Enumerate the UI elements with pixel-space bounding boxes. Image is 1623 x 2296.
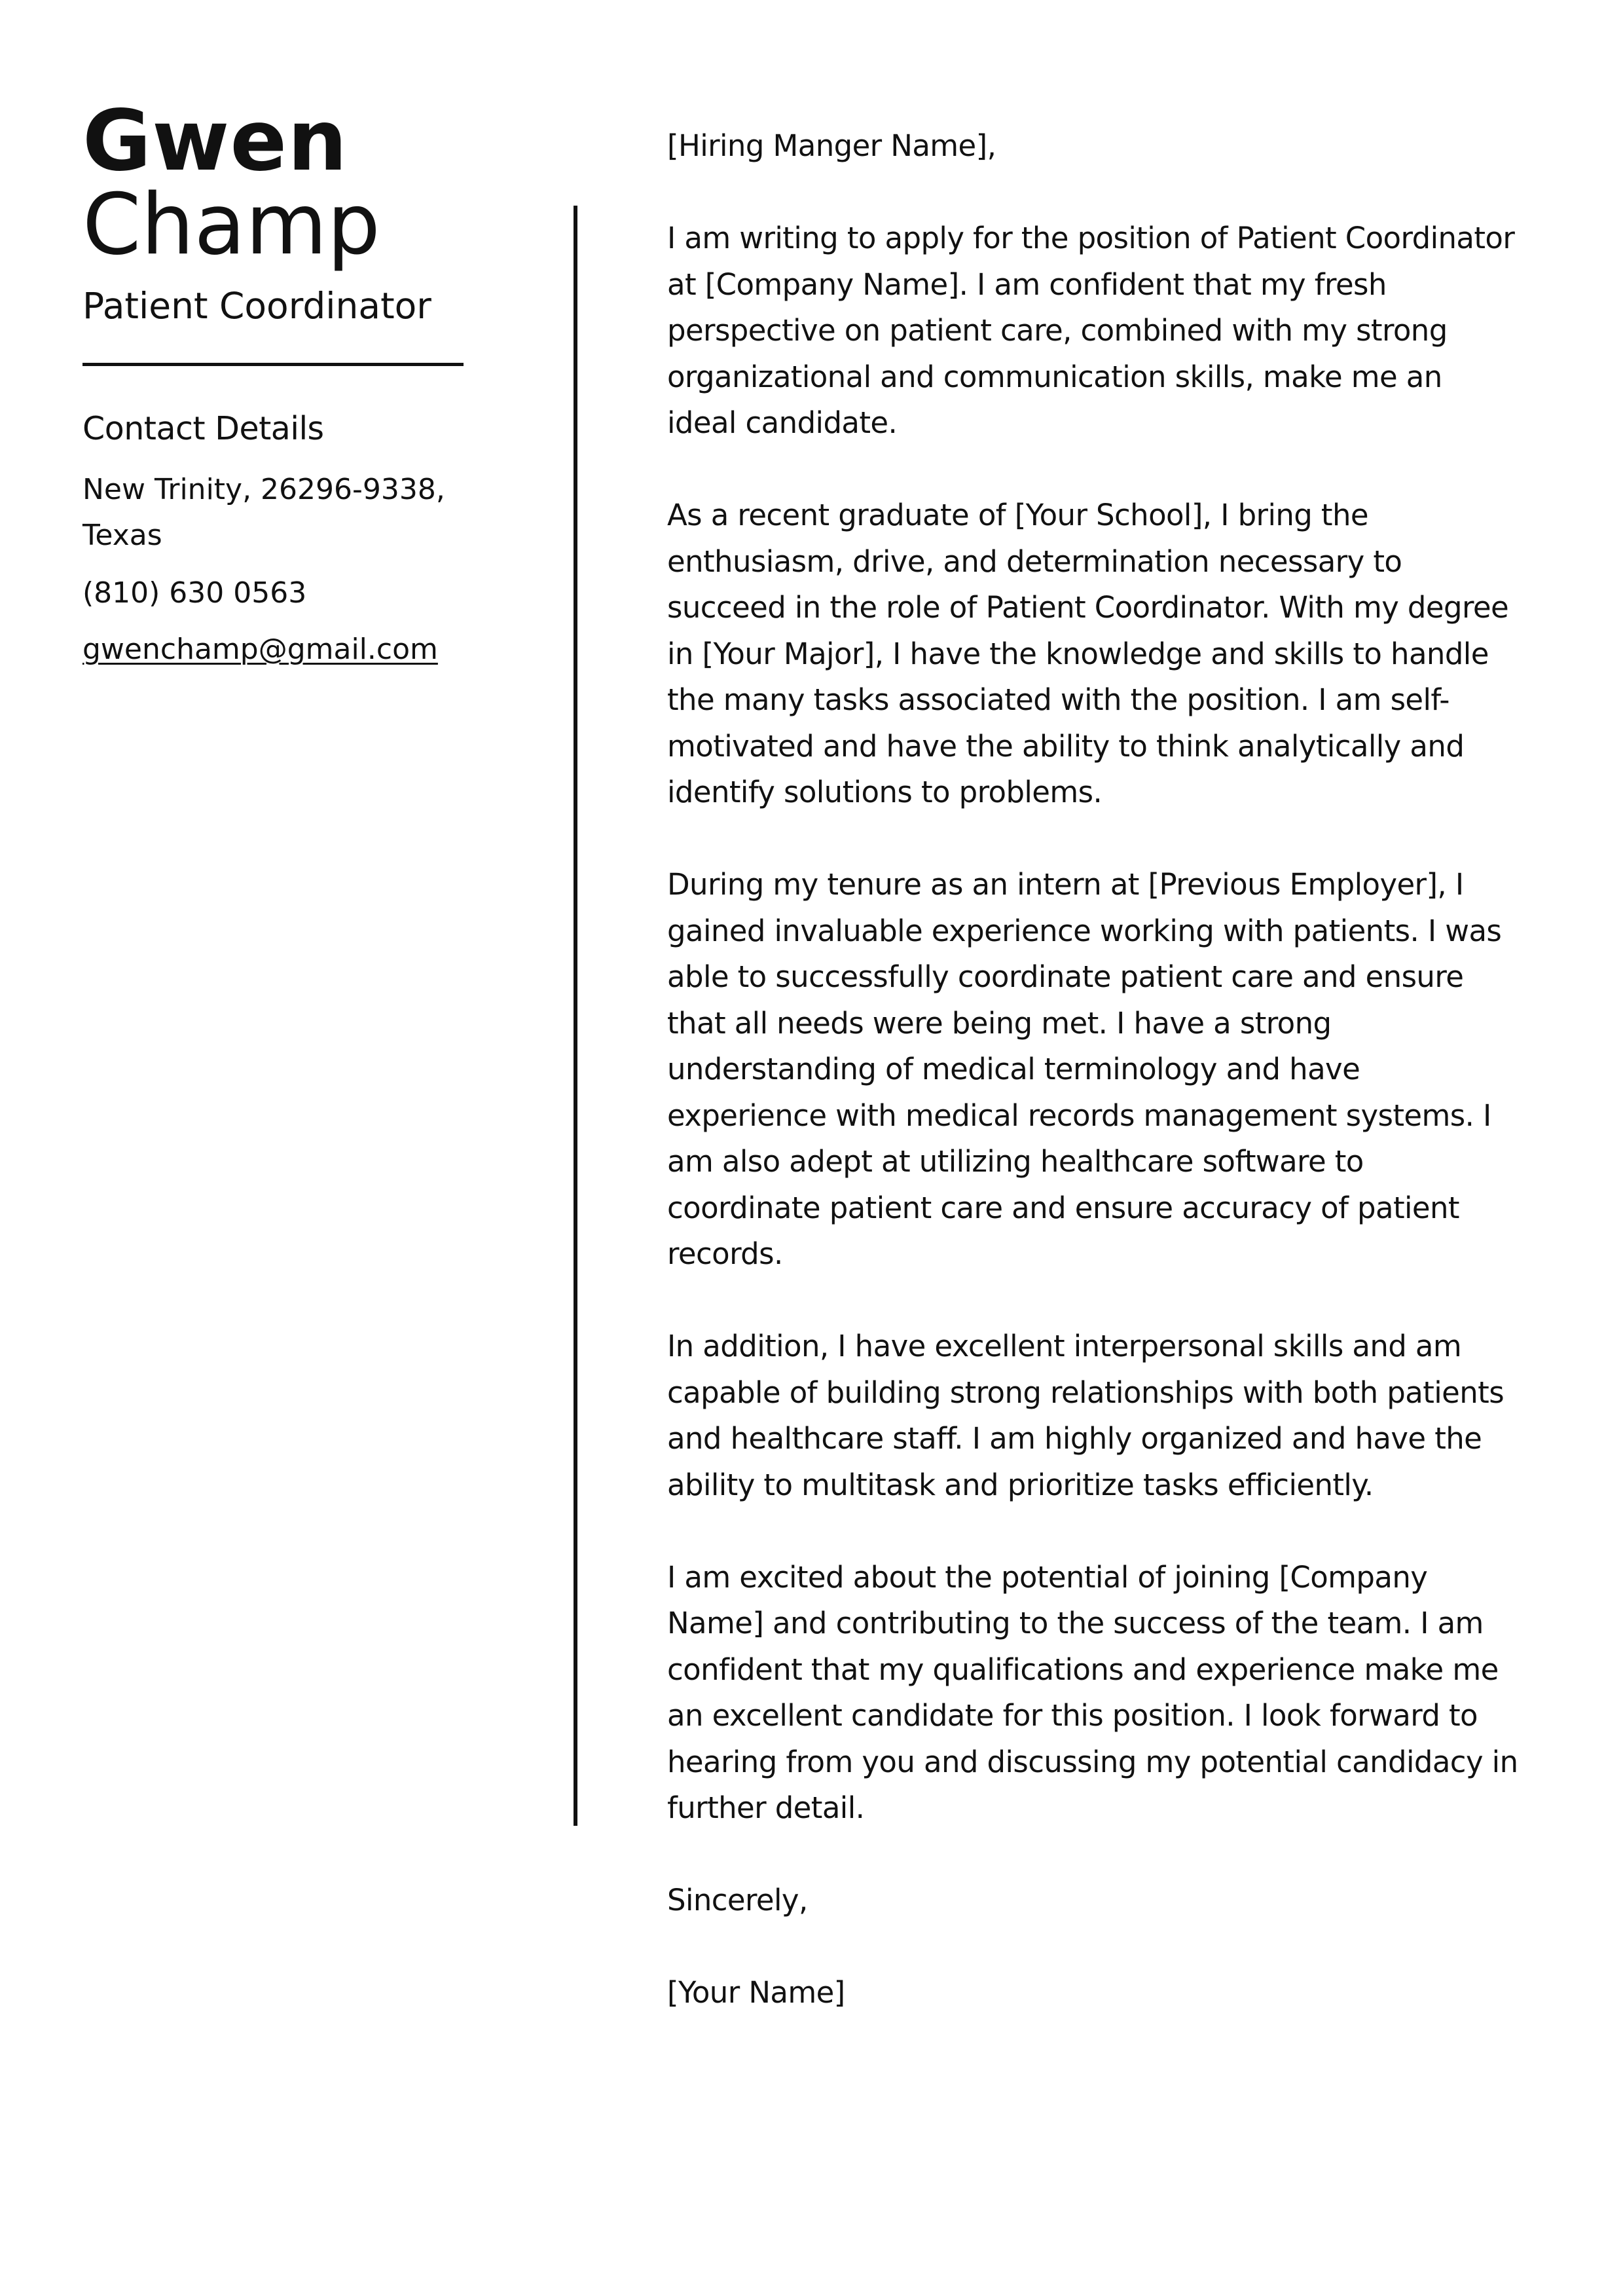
letter-closing: Sincerely,: [667, 1883, 808, 1917]
letter-paragraph: In addition, I have excellent interpersonal skills and am capable of building strong relationships with both patients and healthcare staff. I am highly organized and have the ability to multitask and prioritize tasks efficiently.: [667, 1329, 1504, 1502]
contact-email-link[interactable]: gwenchamp@gmail.com: [82, 633, 438, 666]
letter-paragraph: As a recent graduate of [Your School], I bring the enthusiasm, drive, and determination necessary to succeed in the role of Patient Coordinator. With my degree in [Your Major], I have the knowledge and skills to handle the many tasks associated with the position. I am self-motivated and have the ability to think analytically and identify solutions to problems.: [667, 498, 1509, 809]
contact-address: New Trinity, 26296-9338, Texas: [82, 473, 445, 552]
letter-body: [667, 123, 1518, 2016]
letter-paragraph: During my tenure as an intern at [Previous Employer], I gained invaluable experience working with patients. I was able to successfully coordinate patient care and ensure that all needs were being met. I have a strong understanding of medical terminology and have experience with medical records management systems. I am also adept at utilizing healthcare software to coordinate patient care and ensure accuracy of patient records.: [667, 867, 1502, 1271]
letter-paragraph: I am writing to apply for the position of Patient Coordinator at [Company Name]. I am confident that my fresh perspective on patient care, combined with my strong organizational and communication skills, make me an ideal candidate.: [667, 221, 1515, 440]
sidebar: [82, 92, 475, 673]
letter-signature: [Your Name]: [667, 1975, 845, 2010]
letter-salutation: [Hiring Manger Name],: [667, 128, 996, 163]
sidebar-divider: [82, 363, 464, 366]
job-title: Patient Coordinator: [82, 285, 431, 327]
last-name: Champ: [82, 176, 380, 274]
vertical-divider: [574, 206, 577, 1826]
contact-phone: (810) 630 0563: [82, 576, 307, 610]
contact-details-heading: Contact Details: [82, 410, 324, 447]
letter-paragraph: I am excited about the potential of joining [Company Name] and contributing to the success of the team. I am confident that my qualifications and experience make me an excellent candidate for this position. I look forward to hearing from you and discussing my potential candidacy in further detail.: [667, 1559, 1518, 1825]
first-name: Gwen: [82, 92, 348, 190]
